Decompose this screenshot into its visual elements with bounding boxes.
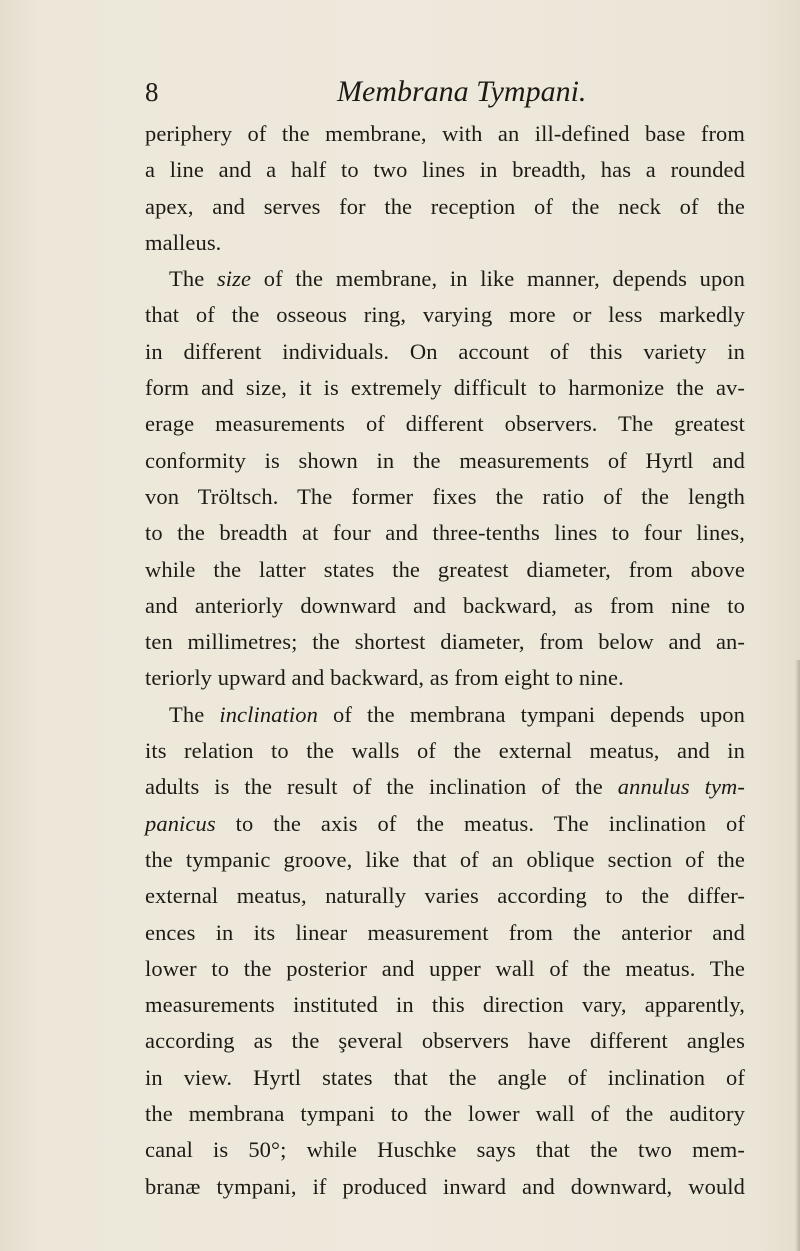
italic-term: size [216, 266, 252, 292]
line-text: apex, and serves for the reception of the neck of the [145, 193, 745, 219]
text-line [145, 987, 745, 1023]
line-text: teriorly upward and backward, as from eight to nine. [145, 665, 624, 691]
text-line [145, 1060, 745, 1096]
line-text-pre: The [169, 701, 220, 727]
line-text: external meatus, naturally varies according to the differ- [145, 883, 745, 909]
body-text [145, 116, 745, 1205]
line-text: a line and a half to two lines in breadth, has a rounded [145, 157, 745, 183]
line-text-pre: adults is the result of the inclination of the [145, 774, 618, 800]
line-text: its relation to the walls of the external meatus, and in [145, 738, 745, 764]
text-line [145, 479, 745, 515]
italic-term: inclination [219, 701, 318, 727]
line-text: to the breadth at four and three-tenths lines to four lines, [145, 520, 745, 546]
text-line [145, 733, 745, 769]
line-text: ten millimetres; the shortest diameter, from below and an- [145, 629, 745, 655]
text-line [145, 842, 745, 878]
running-title: Membrana Tympani. [337, 75, 587, 108]
line-text: in view. Hyrtl states that the angle of inclination of [145, 1064, 745, 1090]
text-line [145, 225, 745, 261]
text-line [145, 261, 745, 297]
line-text: form and size, it is extremely difficult to harmonize the av- [145, 375, 745, 401]
line-text: periphery of the membrane, with an ill-defined base from [145, 121, 745, 146]
line-text-post: of the membrane, in like manner, depends upon [251, 266, 745, 292]
page-number: 8 [145, 77, 159, 107]
text-line [145, 443, 745, 479]
text-line [145, 588, 745, 624]
line-text: canal is 50°; while Huschke says that the two mem- [145, 1137, 745, 1163]
text-line [145, 697, 745, 733]
line-text: the membrana tympani to the lower wall of the auditory [145, 1101, 745, 1127]
text-line [145, 624, 745, 660]
line-text: while the latter states the greatest diameter, from above [145, 556, 745, 582]
line-text: erage measurements of different observers. The greatest [145, 411, 745, 437]
line-text: von Tröltsch. The former fixes the ratio of the length [145, 483, 745, 509]
line-text-post: of the membrana tympani depends upon [317, 701, 745, 727]
text-line [145, 1096, 745, 1132]
line-text: that of the osseous ring, varying more or less markedly [145, 302, 745, 328]
text-line [145, 769, 745, 805]
text-line [145, 1023, 745, 1059]
line-text: according as the şeveral observers have different angles [145, 1028, 745, 1054]
text-line [145, 915, 745, 951]
line-text: the tympanic groove, like that of an oblique section of the [145, 846, 745, 872]
page-edge-shadow [795, 660, 800, 1251]
text-line [145, 297, 745, 333]
text-line [145, 806, 745, 842]
text-line [145, 1169, 745, 1205]
line-text-post: to the axis of the meatus. The inclination of [215, 810, 745, 836]
line-text-pre: The [169, 266, 217, 292]
line-text: branæ tympani, if produced inward and downward, would [145, 1173, 745, 1199]
line-text: conformity is shown in the measurements of Hyrtl and [145, 447, 745, 473]
text-line [145, 878, 745, 914]
text-line [145, 334, 745, 370]
italic-term: panicus [145, 810, 216, 836]
text-line [145, 660, 745, 696]
line-text: ences in its linear measurement from the anterior and [145, 919, 745, 945]
italic-term: annulus tym- [617, 774, 745, 800]
text-line [145, 1132, 745, 1168]
line-text: and anteriorly downward and backward, as from nine to [145, 592, 745, 618]
line-text: lower to the posterior and upper wall of the meatus. The [145, 955, 745, 981]
line-text: in different individuals. On account of this variety in [145, 338, 745, 364]
text-line [145, 515, 745, 551]
text-line [145, 552, 745, 588]
text-line [145, 370, 745, 406]
text-line [145, 189, 745, 225]
text-line [145, 406, 745, 442]
line-text: malleus. [145, 229, 222, 255]
line-text: measurements instituted in this direction vary, apparently, [145, 992, 745, 1018]
text-line [145, 152, 745, 188]
page-header [145, 76, 745, 116]
text-line [145, 116, 745, 152]
text-line [145, 951, 745, 987]
